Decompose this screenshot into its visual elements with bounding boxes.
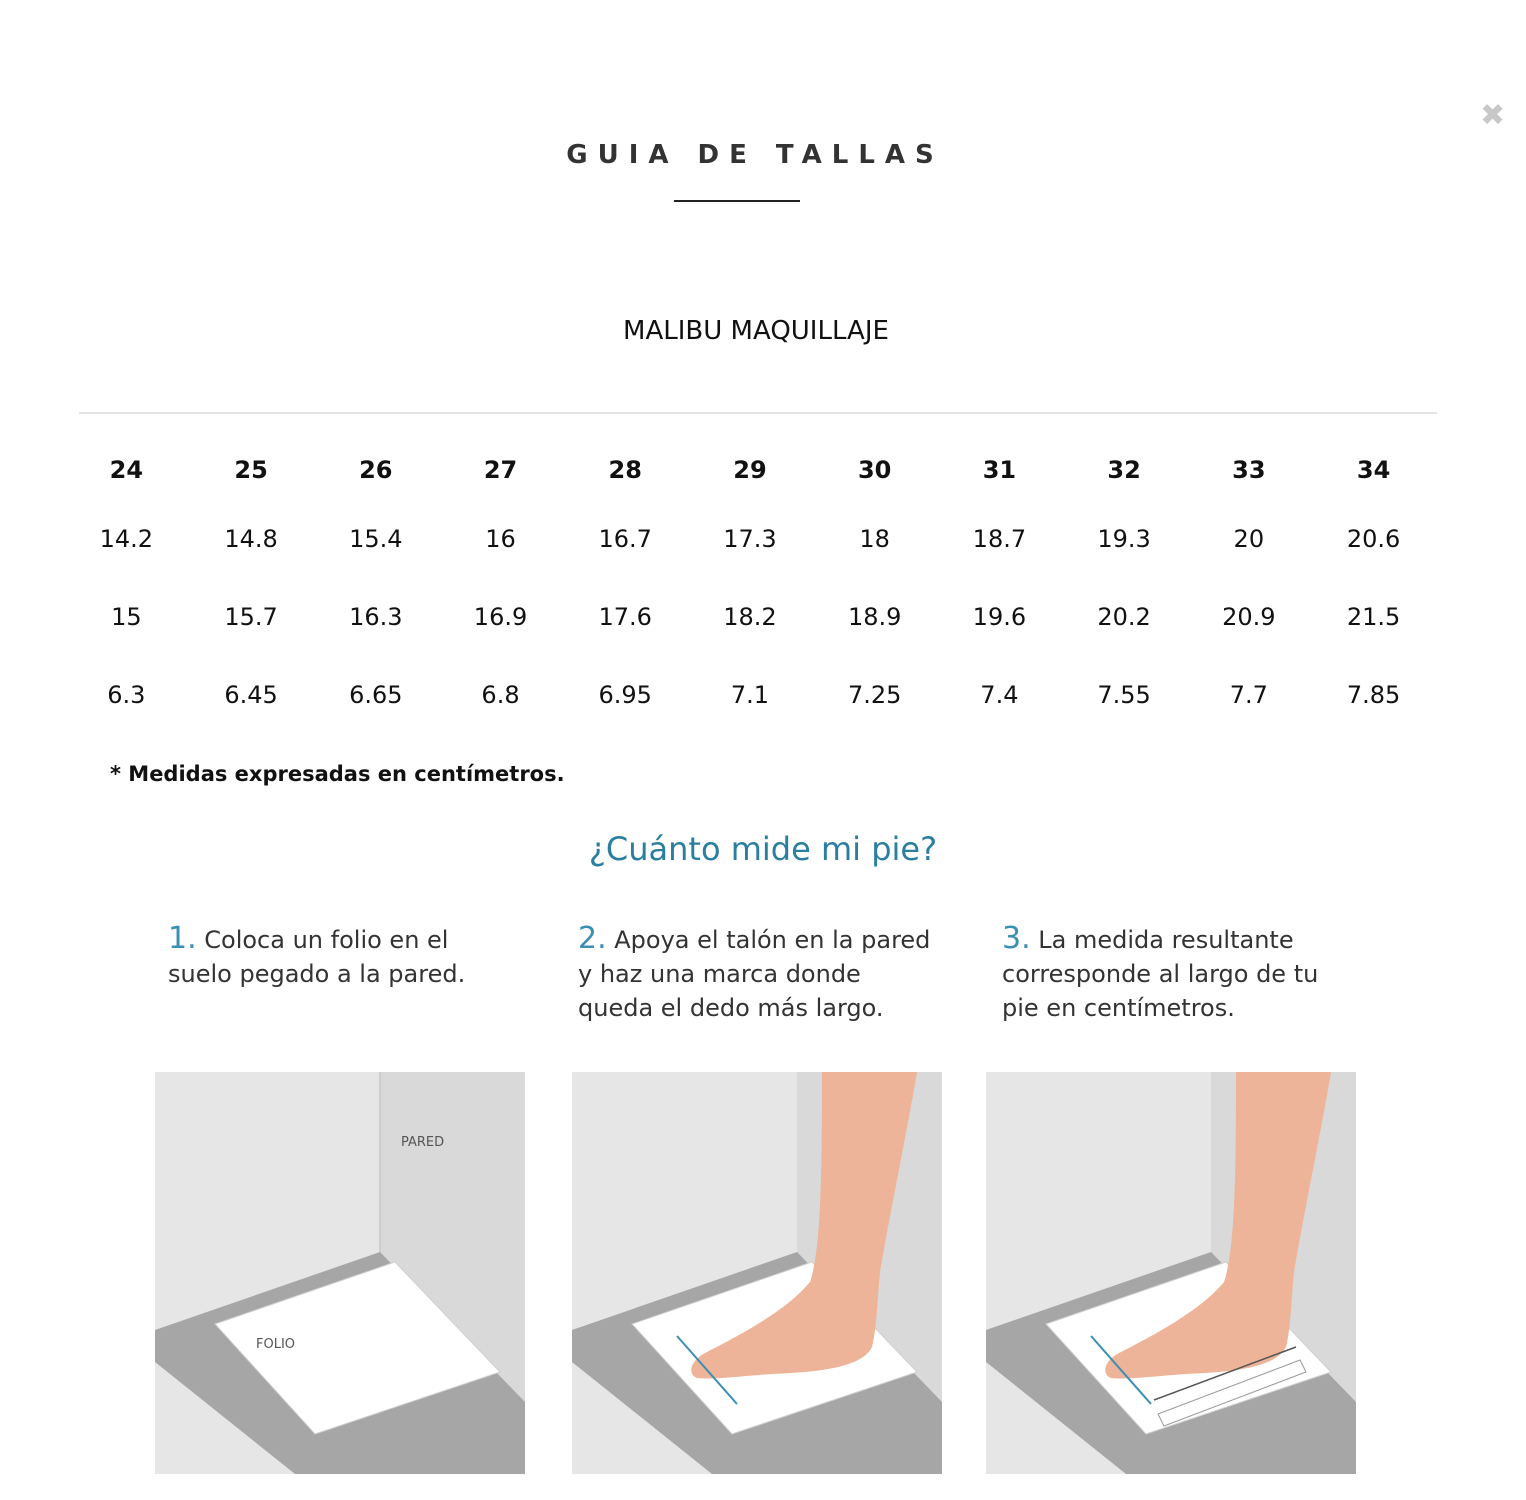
table-cell: 19.3: [1097, 525, 1151, 553]
table-cell: 7.55: [1097, 681, 1151, 709]
size-header-cell: 31: [982, 456, 1017, 484]
modal-title: GUIA DE TALLAS: [566, 140, 944, 170]
size-header-cell: 24: [109, 456, 144, 484]
illustration-measure-length: [986, 1072, 1356, 1474]
size-header-cell: 33: [1232, 456, 1266, 484]
table-cell: 7.7: [1229, 681, 1268, 709]
table-cell: 21.5: [1346, 603, 1401, 631]
size-table: [64, 440, 1436, 734]
table-cell: 15.4: [349, 525, 403, 553]
product-name: MALIBU MAQUILLAJE: [623, 316, 889, 346]
table-cell: 16.7: [598, 525, 652, 553]
table-row: [64, 578, 1436, 656]
table-cell: 7.4: [980, 681, 1019, 709]
size-header-cell: 30: [857, 456, 892, 484]
table-cell: 6.95: [598, 681, 652, 709]
size-header-cell: 28: [608, 456, 642, 484]
table-cell: 18.9: [847, 603, 902, 631]
step-number: 3.: [1002, 921, 1031, 956]
size-header-cell: 25: [234, 456, 268, 484]
table-cell: 20.2: [1097, 603, 1151, 631]
table-cell: 14.8: [224, 525, 278, 553]
table-row: [64, 500, 1436, 578]
size-header-cell: 32: [1107, 456, 1141, 484]
size-header-cell: 34: [1356, 456, 1391, 484]
step-text-line: y haz una marca donde: [578, 960, 861, 988]
step-2: [578, 922, 968, 1025]
table-cell: 6.8: [481, 681, 520, 709]
table-cell: 16.9: [473, 603, 528, 631]
size-header-cell: 29: [733, 456, 767, 484]
table-cell: 6.3: [107, 681, 146, 709]
table-row: [64, 656, 1436, 734]
table-cell: 19.6: [972, 603, 1027, 631]
table-cell: 18: [859, 525, 890, 553]
illustration-foot-on-paper: [572, 1072, 942, 1474]
size-header-cell: 27: [483, 456, 518, 484]
step-text-line: suelo pegado a la pared.: [168, 960, 466, 988]
table-cell: 18.7: [972, 525, 1027, 553]
step-number: 2.: [578, 921, 607, 956]
table-cell: 17.6: [598, 603, 652, 631]
table-cell: 16: [485, 525, 516, 553]
table-cell: 15.7: [224, 603, 278, 631]
table-cell: 16.3: [349, 603, 403, 631]
size-header-row: [64, 440, 1436, 500]
divider: [79, 412, 1437, 414]
table-cell: 18.2: [723, 603, 777, 631]
table-cell: 6.45: [224, 681, 278, 709]
table-cell: 17.3: [723, 525, 777, 553]
step-text-line: Coloca un folio en el: [204, 926, 449, 954]
step-text-line: La medida resultante: [1038, 926, 1294, 954]
close-glyph: ✖: [1480, 98, 1506, 133]
step-number: 1.: [168, 921, 197, 956]
units-note: * Medidas expresadas en centímetros.: [110, 762, 565, 786]
table-cell: 7.25: [847, 681, 902, 709]
step-1: [168, 922, 528, 991]
howto-title: ¿Cuánto mide mi pie?: [588, 830, 938, 868]
table-cell: 6.65: [349, 681, 403, 709]
step-text-line: queda el dedo más largo.: [578, 994, 884, 1022]
paper-label: FOLIO: [256, 1337, 296, 1352]
illustration-paper-on-floor: [155, 1072, 525, 1474]
title-underline: [674, 200, 800, 202]
table-cell: 14.2: [99, 525, 154, 553]
step-text-line: pie en centímetros.: [1002, 994, 1235, 1022]
table-cell: 15: [111, 603, 142, 631]
table-cell: 20: [1233, 525, 1265, 553]
step-text-line: corresponde al largo de tu: [1002, 960, 1319, 988]
close-icon[interactable]: [1478, 98, 1506, 134]
size-header-cell: 26: [359, 456, 393, 484]
step-3: [1002, 922, 1372, 1025]
wall-label: PARED: [401, 1135, 445, 1150]
table-cell: 20.6: [1346, 525, 1401, 553]
table-cell: 20.9: [1222, 603, 1276, 631]
table-cell: 7.85: [1346, 681, 1401, 709]
step-text-line: Apoya el talón en la pared: [614, 926, 931, 954]
table-cell: 7.1: [730, 681, 770, 709]
